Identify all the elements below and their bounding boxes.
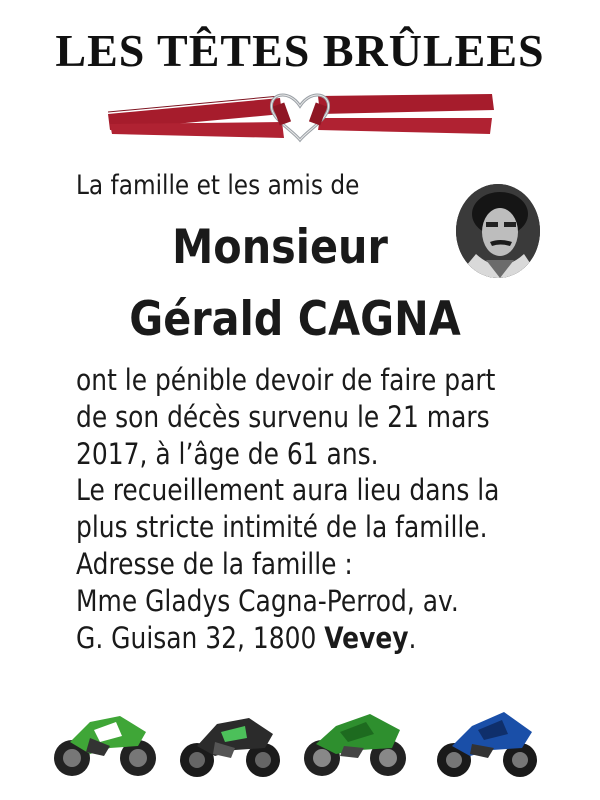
address-period: . xyxy=(408,620,417,655)
header-title: LES TÊTES BRÛLEES xyxy=(55,25,545,76)
notice-line: de son décès survenu le 21 mars xyxy=(76,399,490,434)
notice-line: Adresse de la famille : xyxy=(76,546,353,581)
notice-line: Mme Gladys Cagna-Perrod, av. xyxy=(76,583,459,618)
intro-text: La famille et les amis de xyxy=(76,170,360,201)
address-line xyxy=(76,620,523,657)
motorcycle-icon xyxy=(175,702,285,782)
honorific: Monsieur xyxy=(172,220,388,275)
notice-line: Le recueillement aura lieu dans la xyxy=(76,473,500,508)
address-city: Vevey xyxy=(324,620,409,655)
notice-body xyxy=(76,362,596,656)
notice-line: 2017, à l’âge de 61 ans. xyxy=(76,436,379,471)
motorcycle-icon xyxy=(432,702,542,782)
deceased-name: Gérald CAGNA xyxy=(129,292,461,347)
address-street: G. Guisan 32, 1800 xyxy=(76,620,325,655)
notice-line: plus stricte intimité de la famille. xyxy=(76,510,488,545)
notice-line: ont le pénible devoir de faire part xyxy=(76,363,496,397)
heart-ribbon-icon xyxy=(100,82,500,152)
motorcycle-icon xyxy=(300,702,410,782)
motorcycle-icon xyxy=(50,702,160,782)
